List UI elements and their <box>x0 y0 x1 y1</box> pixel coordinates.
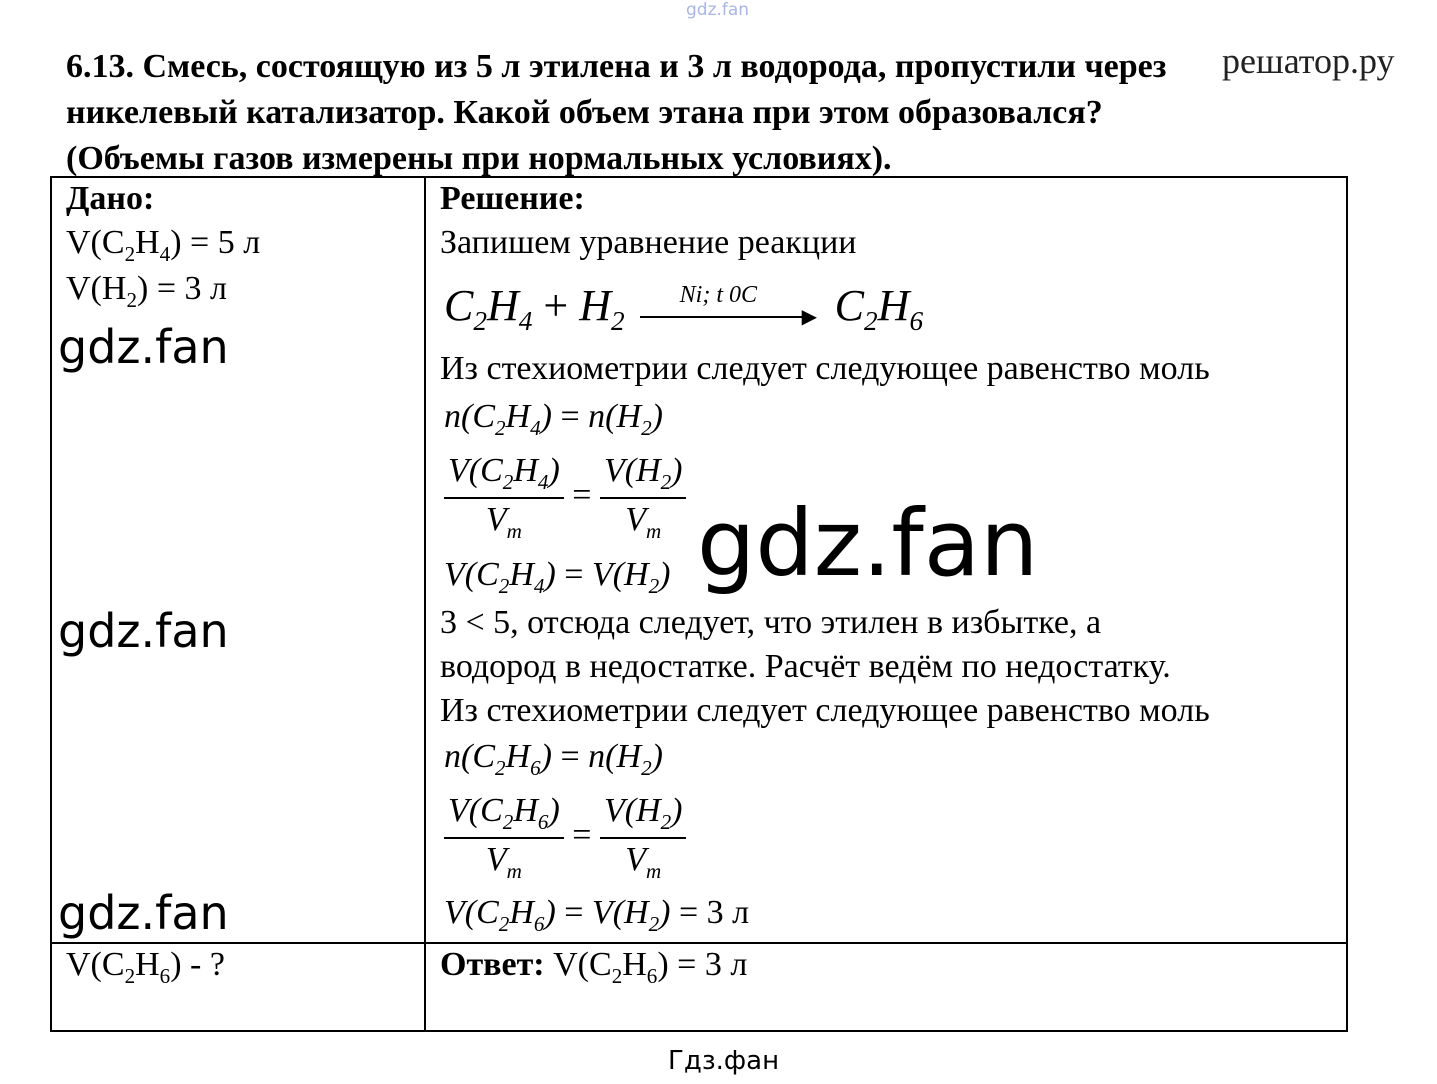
stoichiometry-text-1: Из стехиометрии следует следующее равенство моль <box>440 350 1210 387</box>
watermark-center: gdz.fan <box>697 490 1039 597</box>
given-v-h2: $V(H_2) = 3$ л <box>66 270 227 312</box>
volume-equality-1: $V(C_2H_4) = V(H_2)$ <box>444 556 671 598</box>
mole-equality-1: $n(C_2H_4) = n(H_2)$ <box>444 398 663 440</box>
reaction-arrow: Ni; t 0C ▶ <box>640 290 820 330</box>
problem-line-2: никелевый катализатор. Какой объем этана при этом образовался? <box>66 94 1103 131</box>
find-v-c2h6: $V(C_2H_6)$ - ? <box>66 946 225 988</box>
given-v-c2h4: $V(C_2H_4) = 5$ л <box>66 224 261 266</box>
problem-line-3: (Объемы газов измерены при нормальных условиях). <box>66 140 892 177</box>
watermark-site: решатор.ру <box>1222 41 1395 81</box>
volume-ratio-1: $\frac{V(C_2H_4)}{V_m}$ = $\frac{V(H_2)}{V_m}$ <box>444 452 686 544</box>
solution-title: Решение: <box>440 180 585 217</box>
table-row-divider <box>52 942 1346 944</box>
watermark-left-1: gdz.fan <box>58 320 229 374</box>
comparison-line-2: водород в недостатке. Расчёт ведём по недостатку. <box>440 648 1171 685</box>
given-v-h2-value: = 3 л <box>156 270 227 307</box>
given-v-c2h4-value: = 5 л <box>190 224 261 261</box>
answer: Ответ: $V(C_2H_6) = 3$ л <box>440 946 748 988</box>
volume-result: $V(C_2H_6) = V(H_2) = 3$ л <box>444 894 750 936</box>
comparison-line-1: 3 < 5, отсюда следует, что этилен в избытке, а <box>440 604 1102 641</box>
find-value: - ? <box>190 946 225 983</box>
footer-watermark: Гдз.фан <box>668 1046 780 1076</box>
mole-equality-2: $n(C_2H_6) = n(H_2)$ <box>444 738 663 780</box>
answer-value: = 3 л <box>677 946 748 983</box>
watermark-top: gdz.fan <box>686 0 750 20</box>
reaction-equation: $C_2H_4 + H_2$ Ni; t 0C ▶ $C_2H_6$ <box>444 281 924 336</box>
problem-statement <box>66 44 1166 182</box>
watermark-left-2: gdz.fan <box>58 604 229 658</box>
solution-intro: Запишем уравнение реакции <box>440 224 857 261</box>
volume-ratio-2: $\frac{V(C_2H_6)}{V_m}$ = $\frac{V(H_2)}{V_m}$ <box>444 792 686 884</box>
solution-table <box>50 176 1348 1032</box>
volume-result-value: = 3 л <box>678 894 750 931</box>
watermark-left-3: gdz.fan <box>58 886 229 940</box>
problem-line-1: 6.13. Смесь, состоящую из 5 л этилена и 3 л водорода, пропустили через <box>66 48 1167 85</box>
reaction-condition: Ni; t 0C <box>679 281 758 308</box>
answer-label: Ответ: <box>440 946 545 983</box>
given-title: Дано: <box>66 180 155 217</box>
stoichiometry-text-2: Из стехиометрии следует следующее равенство моль <box>440 692 1210 729</box>
table-column-divider <box>424 178 426 1030</box>
